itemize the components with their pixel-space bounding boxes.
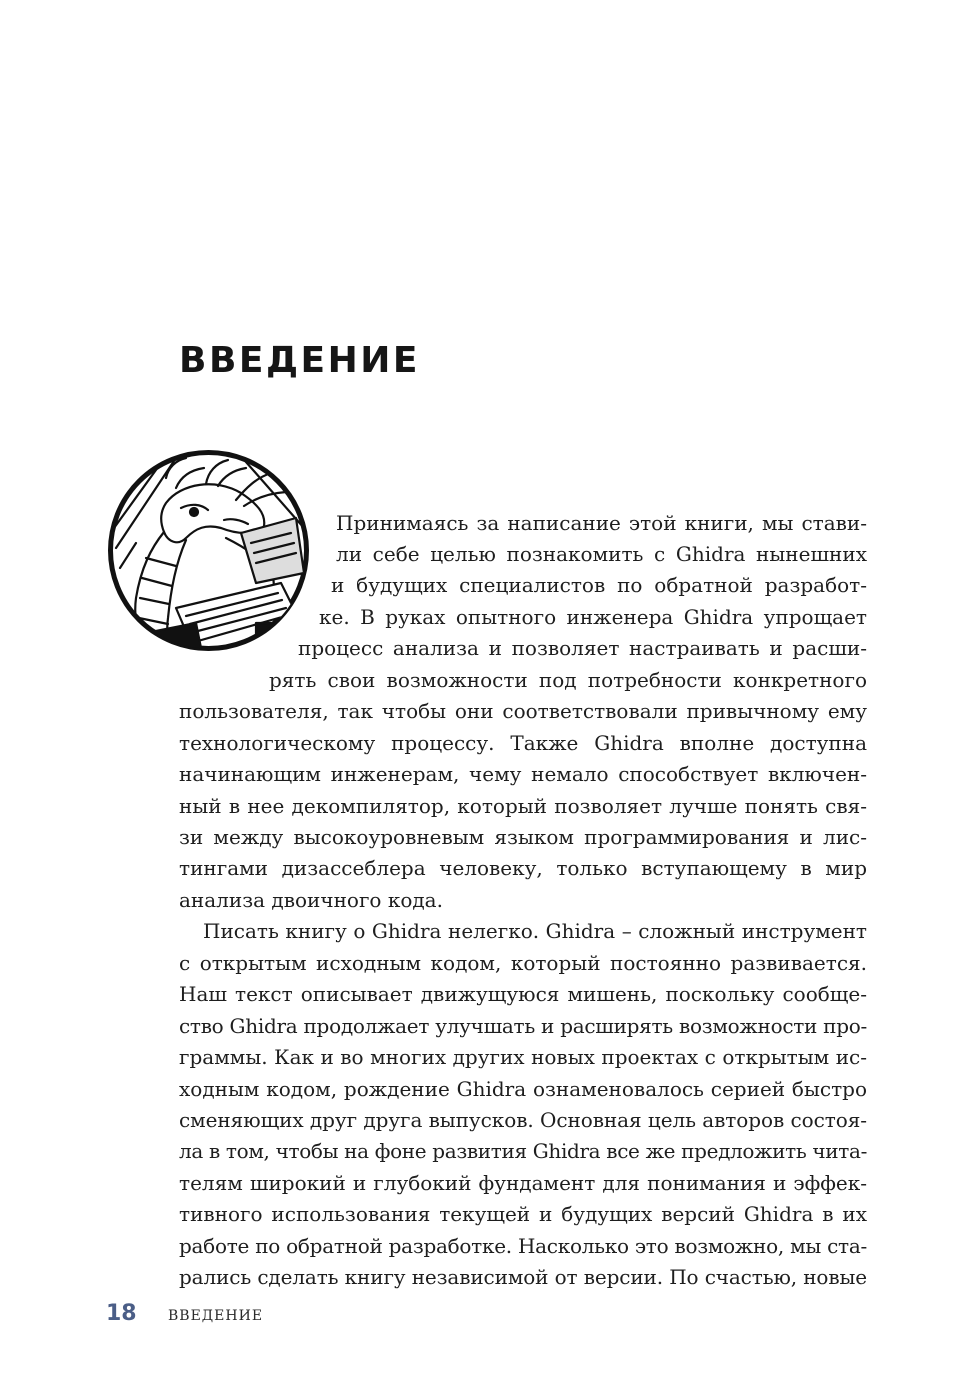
text-line: ке. В руках опытного инженера Ghidra упрощает — [319, 605, 867, 629]
text-line: технологическому процессу. Также Ghidra вполне доступна — [179, 731, 867, 755]
text-line: начинающим инженерам, чему немало способствует включен- — [179, 762, 867, 786]
running-header-chapter: ВВЕДЕНИЕ — [168, 1308, 264, 1324]
text-line: рались сделать книгу независимой от версии. По счастью, новые — [179, 1265, 867, 1289]
text-line: с открытым исходным кодом, который постоянно развивается. — [179, 951, 867, 975]
text-line: сменяющих друг друга выпусков. Основная цель авторов состоя- — [179, 1108, 867, 1132]
text-line: рять свои возможности под потребности конкретного — [269, 668, 867, 692]
page-number: 18 — [106, 1301, 137, 1326]
text-line: ный в нее декомпилятор, который позволяет лучше понять свя- — [179, 794, 867, 818]
text-line: работе по обратной разработке. Насколько это возможно, мы ста- — [179, 1234, 867, 1258]
text-line: Наш текст описывает движущуюся мишень, поскольку сообще- — [179, 982, 867, 1006]
text-line: граммы. Как и во многих других новых проектах с открытым ис- — [179, 1045, 867, 1069]
text-line: Писать книгу о Ghidra нелегко. Ghidra – сложный инструмент — [203, 919, 867, 943]
text-line: анализа двоичного кода. — [179, 888, 443, 912]
dragon-circle-illustration — [106, 448, 311, 653]
text-line: ли себе целью познакомить с Ghidra нынешних — [336, 542, 867, 566]
text-line: ла в том, чтобы на фоне развития Ghidra все же предложить чита- — [179, 1139, 867, 1163]
text-line: пользователя, так чтобы они соответствовали привычному ему — [179, 699, 867, 723]
text-line: зи между высокоуровневым языком программирования и лис- — [179, 825, 867, 849]
text-line: тивного использования текущей и будущих версий Ghidra в их — [179, 1202, 867, 1226]
text-line: ходным кодом, рождение Ghidra ознаменовалось серией быстро — [179, 1077, 867, 1101]
text-line: процесс анализа и позволяет настраивать и расши- — [298, 636, 867, 660]
text-line: тингами дизассеблера человеку, только вступающему в мир — [179, 856, 867, 880]
chapter-title: ВВЕДЕНИЕ — [179, 340, 420, 381]
text-line: телям широкий и глубокий фундамент для понимания и эффек- — [179, 1171, 867, 1195]
text-line: ство Ghidra продолжает улучшать и расширять возможности про- — [179, 1014, 867, 1038]
text-line: и будущих специалистов по обратной разработ- — [331, 573, 867, 597]
text-line: Принимаясь за написание этой книги, мы стави- — [336, 511, 867, 535]
